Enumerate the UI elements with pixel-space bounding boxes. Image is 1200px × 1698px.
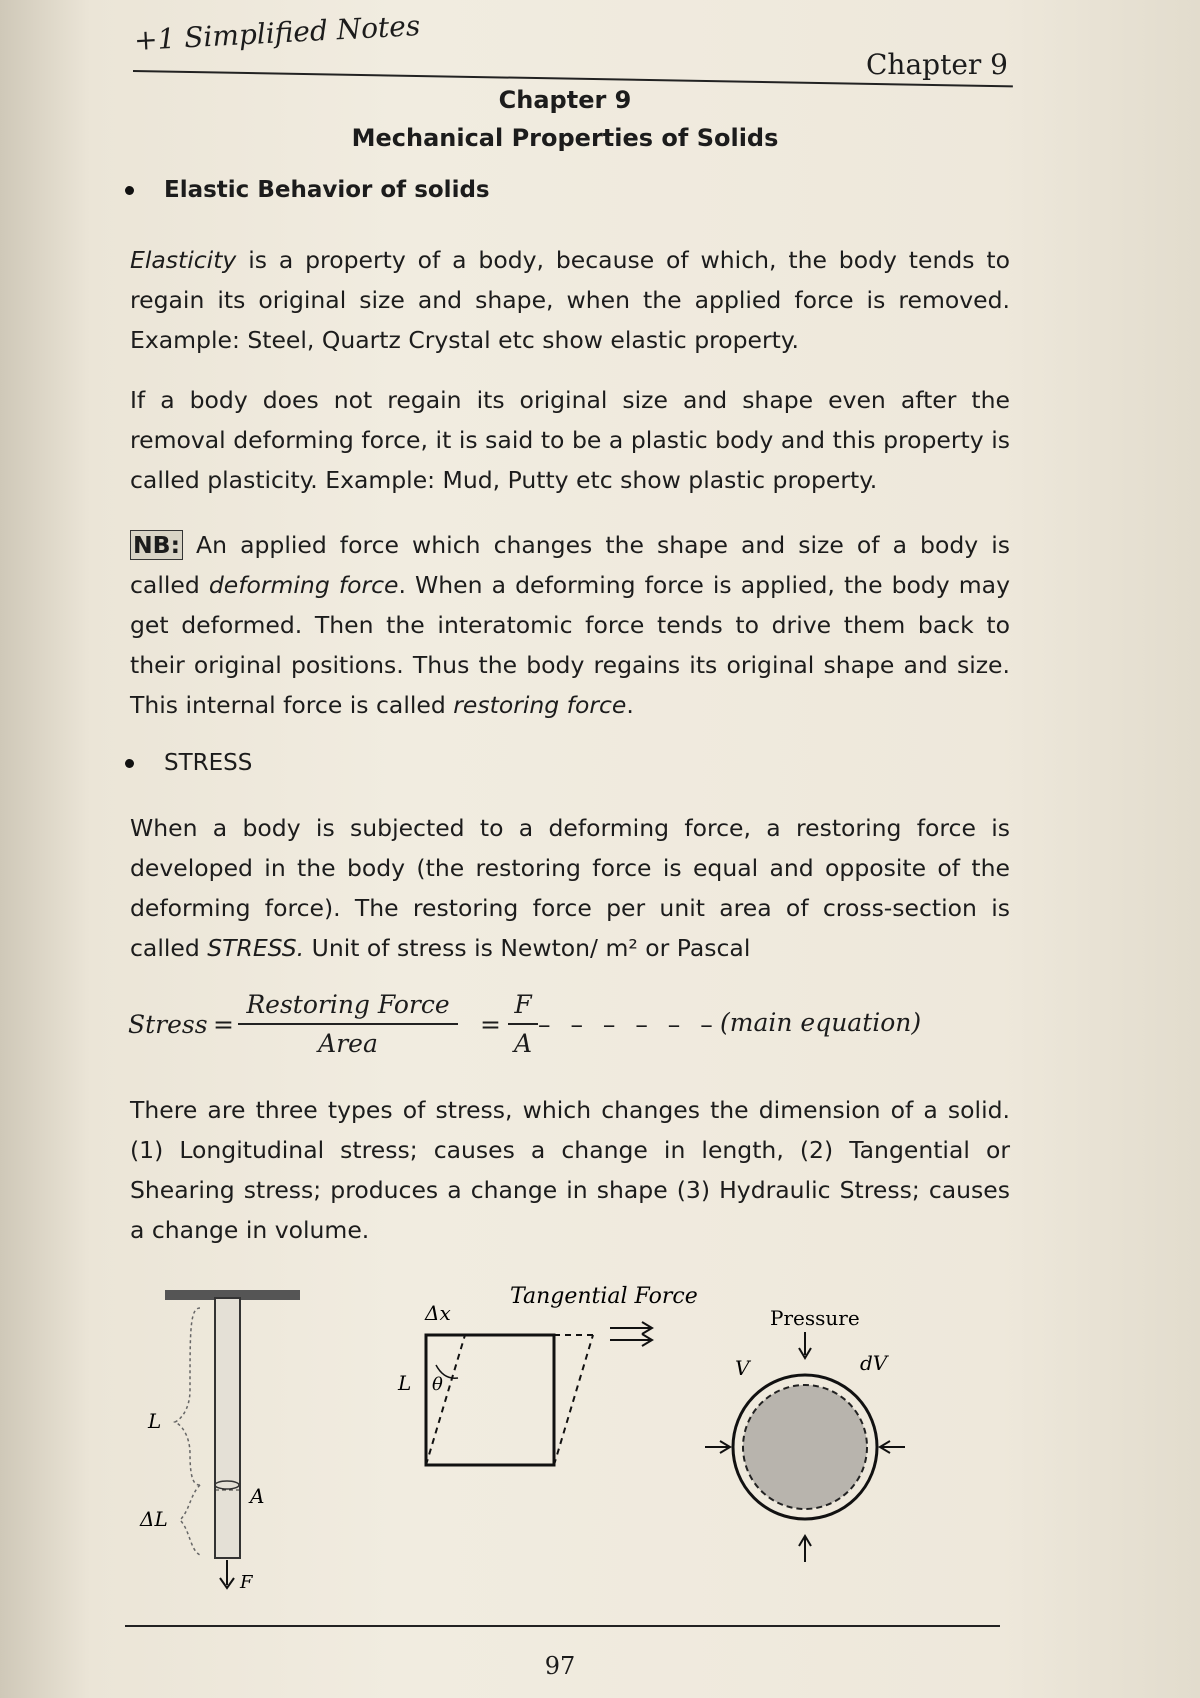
eq-fraction-2: F A [508, 990, 538, 1058]
footer-rule [125, 1625, 1000, 1627]
chapter-subject: Mechanical Properties of Solids [351, 124, 779, 152]
section-heading-elastic: Elastic Behavior of solids [125, 177, 490, 203]
label-F: F [240, 1572, 253, 1593]
label-theta: θ [432, 1374, 443, 1395]
paragraph-nb: NB: An applied force which changes the shape and size of a body is called deforming force. When a deforming force is applied, the body may get deformed. Then the interatomic force tends to drive them back to their original positions. Thus the body regains its original shape and size. This internal force is called restoring force. [130, 531, 1010, 719]
label-V: V [735, 1356, 750, 1380]
eq-fraction-1: Restoring Force Area [238, 990, 458, 1058]
inner-sphere [743, 1385, 867, 1509]
label-L: L [398, 1371, 412, 1395]
eq-note: (main equation) [720, 1008, 922, 1037]
label-A: A [250, 1484, 265, 1508]
wire-rod [215, 1298, 240, 1558]
paragraph-elasticity: Elasticity is a property of a body, because of which, the body tends to regain its original size and shape, when the applied force is removed. Example: Steel, Quartz Crystal etc show elastic property. [130, 246, 1010, 354]
label-delta-x: Δx [425, 1301, 451, 1325]
page-number: 97 [544, 1652, 576, 1680]
header-chapter: Chapter 9 [866, 48, 1008, 81]
eq-sign: = [213, 1010, 234, 1039]
chapter-title: Chapter 9 [498, 86, 632, 114]
brace-L [175, 1308, 200, 1485]
eq-dashes: – – – – – – [538, 1010, 719, 1039]
paragraph-stress: When a body is subjected to a deforming force, a restoring force is developed in the body (the restoring force is equal and opposite of the deforming force). The restoring force per unit area of cross-section is called STRESS. Unit of stress is Newton/ m² or Pascal [130, 814, 1010, 962]
label-L: L [148, 1409, 162, 1433]
header-book-title: +1 Simplified Notes [133, 9, 421, 58]
eq-lhs: Stress [128, 1010, 208, 1039]
label-dV: dV [860, 1351, 888, 1375]
paragraph-plasticity: If a body does not regain its original size and shape even after the removal deforming force, it is said to be a plastic body and this property is called plasticity. Example: Mud, Putty etc show plastic property. [130, 386, 1010, 494]
section-heading-stress: STRESS [125, 750, 252, 776]
brace-dL [180, 1485, 200, 1555]
nb-label: NB: [130, 530, 183, 560]
figure-longitudinal-stress [139, 1290, 300, 1593]
bullet-icon [125, 759, 134, 768]
bullet-icon [125, 186, 134, 195]
paragraph-stress-types: There are three types of stress, which changes the dimension of a solid. (1) Longitudinal stress; causes a change in length, (2) Tangential or Shearing stress; produces a change in shape (3) Hydraulic Stress; causes a change in volume. [130, 1096, 1010, 1244]
eq-sign: = [480, 1010, 501, 1039]
figure-shearing-stress [397, 1284, 698, 1465]
figure-hydraulic-stress [705, 1306, 905, 1562]
label-delta-L: ΔL [140, 1507, 168, 1531]
stress-equation [128, 990, 968, 1070]
label-pressure: Pressure [770, 1306, 860, 1330]
stress-figures [130, 1270, 1030, 1610]
label-tangential-force: Tangential Force [510, 1284, 698, 1309]
